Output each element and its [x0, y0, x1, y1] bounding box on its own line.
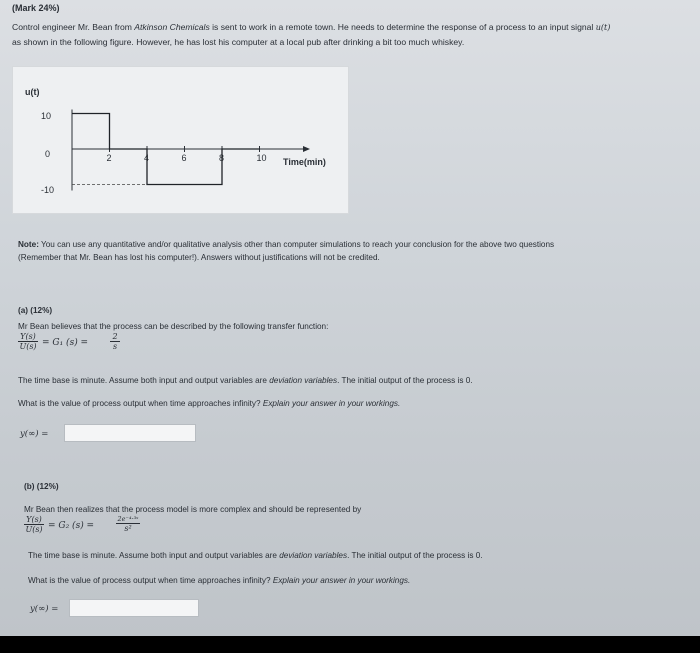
note-label: Note:	[18, 240, 39, 249]
x-tick-label: 8	[219, 153, 225, 163]
part-b-answer-label: y(∞) =	[30, 604, 59, 614]
part-b-heading: (b) (12%)	[24, 482, 59, 491]
chart-layer	[72, 110, 310, 191]
part-a-conditions	[18, 376, 473, 385]
question-mark: (Mark 24%)	[12, 3, 60, 13]
tf-numerator: Y(s)	[20, 332, 36, 341]
part-b-answer-input[interactable]	[69, 599, 199, 617]
question-text: What is the value of process output when time approaches infinity?	[28, 576, 273, 585]
tf-rhs-numerator: 2e⁻⁴·³ˢ	[117, 515, 139, 523]
part-a-question	[18, 399, 400, 408]
x-axis-arrow	[303, 146, 310, 152]
conditions-text-2: . The initial output of the process is 0.	[347, 551, 483, 560]
conditions-text: The time base is minute. Assume both input and output variables are	[28, 551, 280, 560]
note-line-2: (Remember that Mr. Bean has lost his computer!). Answers without justifications will not be credited.	[18, 253, 380, 262]
input-signal-symbol: u(t)	[595, 23, 611, 32]
part-a-answer-label: y(∞) =	[20, 429, 49, 439]
y-tick-label: 10	[41, 111, 52, 121]
conditions-text: The time base is minute. Assume both input and output variables are	[18, 376, 270, 385]
part-a-heading: (a) (12%)	[18, 306, 53, 315]
tf-rhs-numerator: 2	[112, 332, 118, 341]
part-b-desc-text: Mr Bean then realizes that the process model is more complex and should be represented by	[24, 505, 362, 514]
input-signal-chart	[13, 67, 348, 213]
part-b-question	[28, 576, 410, 585]
question-intro	[12, 20, 610, 49]
tf-denominator: U(s)	[25, 525, 43, 534]
part-a-answer-input[interactable]	[64, 424, 196, 442]
tf-denominator: U(s)	[19, 342, 37, 351]
intro-text-2: is sent to work in a remote town. He needs to determine the response of a process to an input signal	[209, 22, 596, 32]
y-tick-label: 0	[45, 149, 51, 159]
part-b-description	[24, 505, 361, 539]
x-tick-label: 6	[181, 153, 187, 163]
x-tick-label: 10	[256, 153, 267, 163]
tf-rhs-denominator: s	[112, 342, 118, 351]
question-emphasis: Explain your answer in your workings.	[262, 399, 401, 408]
conditions-emphasis: deviation variables	[269, 376, 338, 385]
tf-equation: = G₁ (s) =	[42, 338, 89, 348]
conditions-emphasis: deviation variables	[279, 551, 348, 560]
note-text	[18, 238, 554, 264]
company-name: Atkinson Chemicals	[134, 22, 210, 32]
x-tick-label: 2	[106, 153, 112, 163]
input-signal-figure	[12, 66, 349, 214]
part-a-desc-text: Mr Bean believes that the process can be described by the following transfer function:	[18, 322, 329, 331]
question-text: What is the value of process output when time approaches infinity?	[18, 399, 263, 408]
tf-numerator: Y(s)	[26, 515, 42, 524]
intro-text: Control engineer Mr. Bean from	[12, 22, 135, 32]
x-tick-label: 4	[144, 153, 150, 163]
part-a-description	[18, 322, 328, 356]
part-b-conditions	[28, 551, 483, 560]
y-axis-label: u(t)	[25, 87, 40, 97]
intro-text-3: as shown in the following figure. However, he has lost his computer at a local pub after drinking a bit too much whiskey.	[12, 37, 465, 47]
question-emphasis: Explain your answer in your workings.	[272, 576, 411, 585]
part-a-transfer-function	[18, 332, 328, 356]
part-b-transfer-function	[24, 515, 361, 539]
note-line-1: You can use any quantitative and/or qualitative analysis other than computer simulations to reach your conclusion for the above two questions	[38, 240, 555, 249]
tf-equation: = G₂ (s) =	[48, 521, 95, 531]
tf-rhs-denominator: s²	[124, 524, 132, 533]
conditions-text-2: . The initial output of the process is 0.	[337, 376, 473, 385]
y-tick-label: -10	[41, 185, 55, 195]
x-axis-label: Time(min)	[283, 157, 326, 167]
